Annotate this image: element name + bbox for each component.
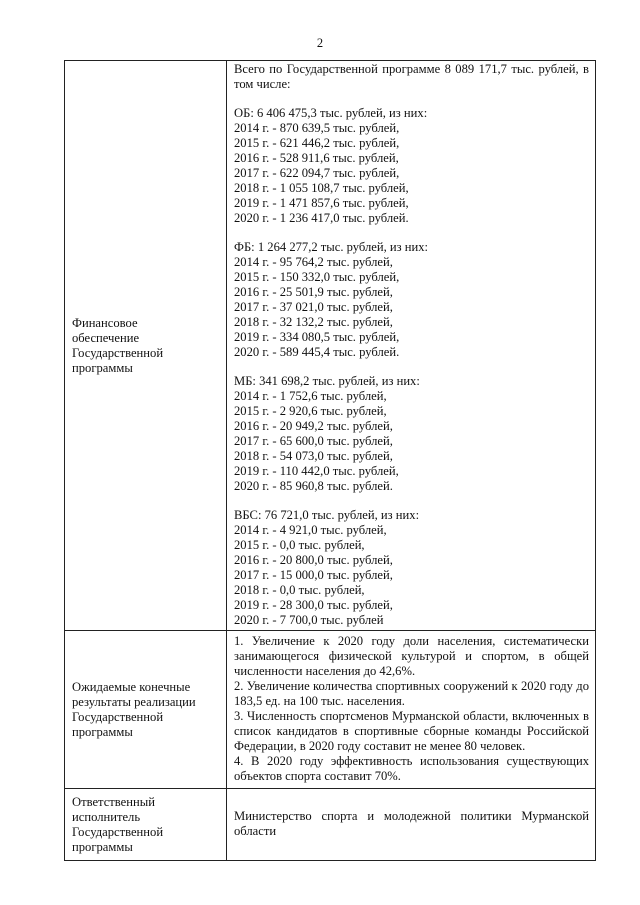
year-line: 2014 г. - 1 752,6 тыс. рублей, [234,389,387,403]
finance-content-cell [227,61,596,631]
executor-label-line: Ответственный [72,794,155,809]
year-line: 2020 г. - 1 236 417,0 тыс. рублей. [234,211,409,225]
year-line: 2017 г. - 15 000,0 тыс. рублей, [234,568,393,582]
year-line: 2017 г. - 65 600,0 тыс. рублей, [234,434,393,448]
year-line: 2015 г. - 0,0 тыс. рублей, [234,538,365,552]
page-number: 2 [316,36,324,50]
year-line: 2020 г. - 7 700,0 тыс. рублей [234,613,384,627]
year-line: 2018 г. - 0,0 тыс. рублей, [234,583,365,597]
year-line: 2017 г. - 622 094,7 тыс. рублей, [234,166,400,180]
finance-intro: Всего по Государственной программе 8 089 171,7 тыс. рублей, в том числе: [234,62,589,91]
finance-row [65,61,596,631]
results-label-line: Ожидаемые конечные [72,679,191,694]
executor-label-line: Государственной [72,824,164,839]
year-line: 2016 г. - 20 800,0 тыс. рублей, [234,553,393,567]
result-item: 4. В 2020 году эффективность использования существующих объектов спорта составит 70%. [234,754,589,783]
year-line: 2016 г. - 20 949,2 тыс. рублей, [234,419,393,433]
year-line: 2020 г. - 85 960,8 тыс. рублей. [234,479,393,493]
year-line: 2020 г. - 589 445,4 тыс. рублей. [234,345,400,359]
result-item: 2. Увеличение количества спортивных сооружений к 2020 году до 183,5 ед. на 100 тыс. населения. [234,679,589,708]
year-line: 2015 г. - 150 332,0 тыс. рублей, [234,270,400,284]
year-line: 2019 г. - 28 300,0 тыс. рублей, [234,598,393,612]
group-heading: МБ: 341 698,2 тыс. рублей, из них: [234,374,420,388]
results-label-cell [65,631,227,789]
finance-label-line: Финансовое [72,315,138,330]
result-item: 3. Численность спортсменов Мурманской области, включенных в список кандидатов в спортивные сборные команды Российской Федерации, в 2020 году составит не менее 80 человек. [234,709,589,753]
executor-label-cell [65,789,227,861]
year-line: 2018 г. - 32 132,2 тыс. рублей, [234,315,393,329]
year-line: 2019 г. - 1 471 857,6 тыс. рублей, [234,196,409,210]
results-label-line: Государственной [72,709,164,724]
year-line: 2019 г. - 334 080,5 тыс. рублей, [234,330,400,344]
executor-value: Министерство спорта и молодежной политики Мурманской области [234,809,589,838]
group-heading: ВБС: 76 721,0 тыс. рублей, из них: [234,508,420,522]
executor-label-line: исполнитель [72,809,141,824]
finance-label-line: программы [72,360,133,375]
finance-group-ob [234,106,589,226]
year-line: 2014 г. - 870 639,5 тыс. рублей, [234,121,400,135]
year-line: 2018 г. - 54 073,0 тыс. рублей, [234,449,393,463]
year-line: 2016 г. - 25 501,9 тыс. рублей, [234,285,393,299]
finance-group-vbs [234,508,589,628]
finance-group-fb [234,240,589,360]
year-line: 2015 г. - 2 920,6 тыс. рублей, [234,404,387,418]
executor-label-line: программы [72,839,133,854]
results-label-line: результаты реализации [72,694,196,709]
finance-group-mb [234,374,589,494]
year-line: 2015 г. - 621 446,2 тыс. рублей, [234,136,400,150]
year-line: 2014 г. - 95 764,2 тыс. рублей, [234,255,393,269]
results-label-line: программы [72,724,133,739]
finance-label-line: Государственной [72,345,164,360]
year-line: 2019 г. - 110 442,0 тыс. рублей, [234,464,399,478]
year-line: 2014 г. - 4 921,0 тыс. рублей, [234,523,387,537]
group-heading: ФБ: 1 264 277,2 тыс. рублей, из них: [234,240,429,254]
results-row [65,631,596,789]
group-heading: ОБ: 6 406 475,3 тыс. рублей, из них: [234,106,428,120]
executor-content-cell [227,789,596,861]
year-line: 2018 г. - 1 055 108,7 тыс. рублей, [234,181,409,195]
finance-label-cell [65,61,227,631]
results-content-cell [227,631,596,789]
year-line: 2017 г. - 37 021,0 тыс. рублей, [234,300,393,314]
executor-row [65,789,596,861]
year-line: 2016 г. - 528 911,6 тыс. рублей, [234,151,399,165]
finance-label-line: обеспечение [72,330,140,345]
program-passport-table [64,60,596,861]
result-item: 1. Увеличение к 2020 году доли населения, систематически занимающегося физической культурой и спортом, в общей численности населения до 42,6%. [234,634,589,678]
